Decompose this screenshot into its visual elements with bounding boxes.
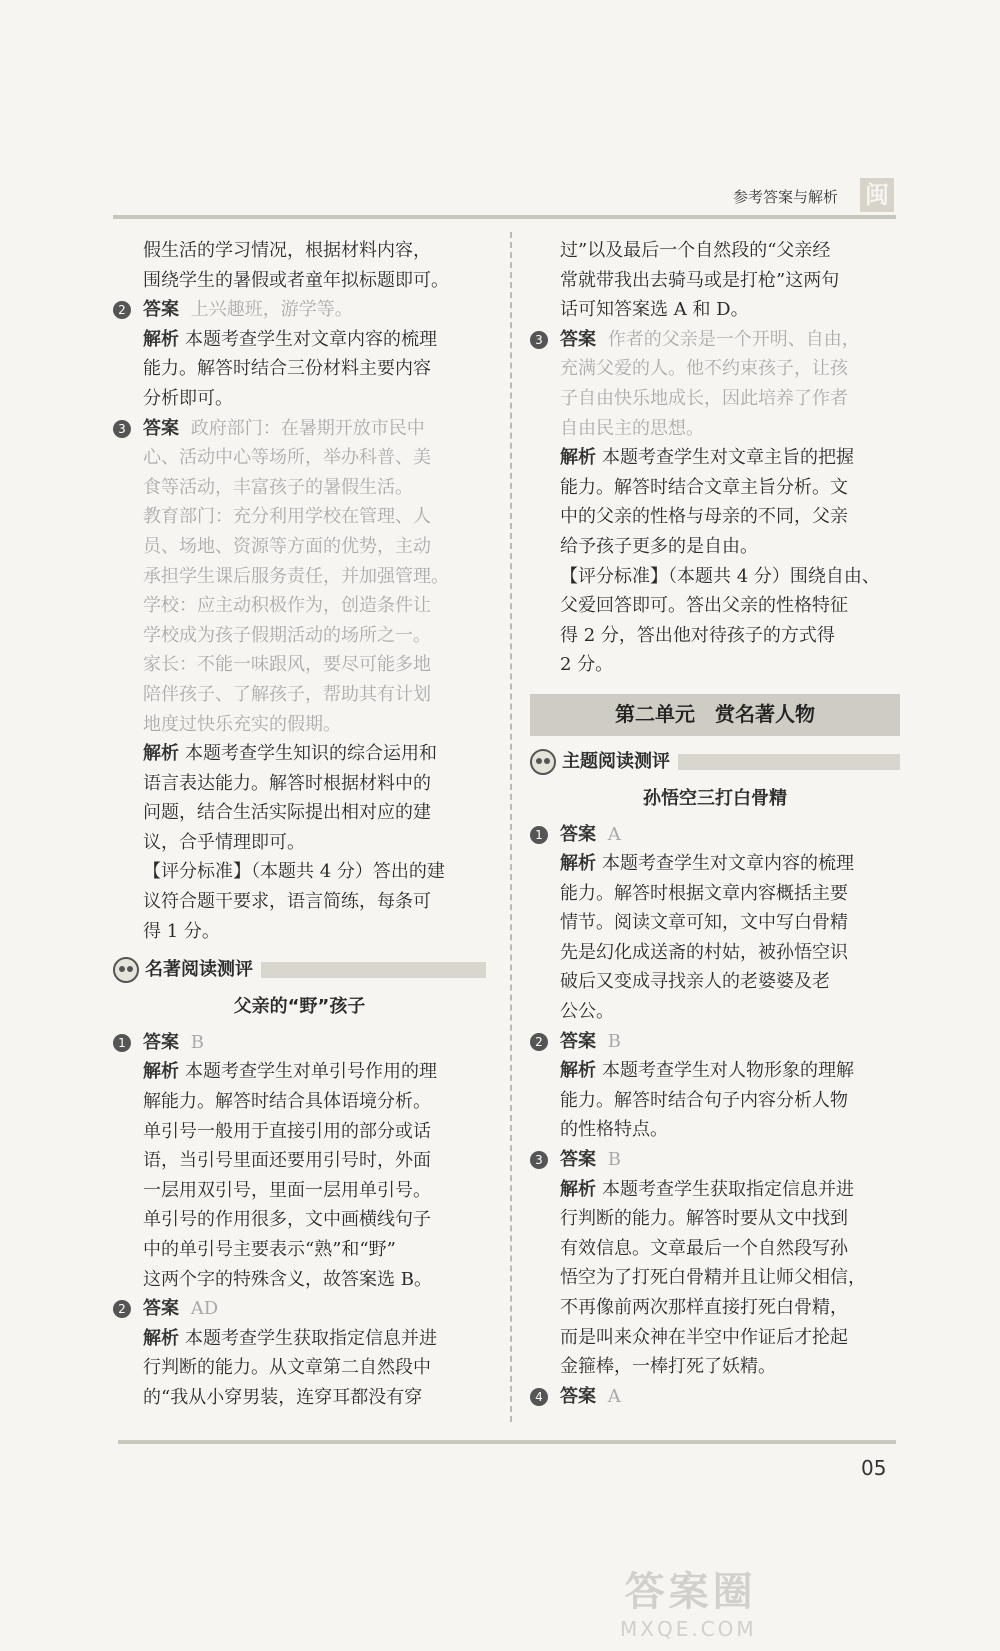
explanation-line: 解析 本题考查学生对人物形象的理解	[560, 1060, 854, 1082]
explanation-line: 议，合乎情理即可。	[143, 831, 305, 853]
explanation-line: 的“我从小穿男装，连穿耳都没有穿	[143, 1386, 423, 1408]
explanation-label: 解析	[143, 1061, 179, 1083]
score-line: 2 分。	[560, 654, 614, 676]
number-badge: 1	[530, 826, 548, 844]
answer-line: 充满父爱的人。他不约束孩子，让孩	[560, 358, 848, 380]
section-bar	[261, 962, 486, 978]
section-header	[113, 954, 486, 986]
section-title: 主题阅读测评	[562, 751, 670, 773]
intro-line: 假生活的学习情况，根据材料内容，	[143, 240, 431, 261]
answer-label: 答案	[143, 1298, 179, 1320]
explanation-line: 解能力。解答时结合具体语境分析。	[143, 1091, 431, 1113]
question-1	[113, 1028, 486, 1058]
answer-line: 食等活动，丰富孩子的暑假生活。	[143, 476, 413, 498]
question-2	[113, 1294, 486, 1324]
explanation-label: 解析	[560, 1060, 596, 1082]
score-line: 议符合题干要求，语言简练，每条可	[143, 891, 431, 913]
explanation-line: 解析 本题考查学生知识的综合运用和	[143, 743, 437, 765]
answer-label: 答案	[143, 299, 179, 321]
answer-text: B	[190, 1031, 204, 1053]
number-badge: 3	[113, 420, 131, 438]
question-4	[530, 1382, 900, 1412]
question-3	[113, 414, 486, 444]
explanation-line: 金箍棒，一棒打死了妖精。	[560, 1356, 776, 1378]
number-badge: 3	[530, 331, 548, 349]
number-badge: 3	[530, 1151, 548, 1169]
article-title: 父亲的“野”孩子	[233, 996, 366, 1018]
answer-line: 员、场地、资源等方面的优势，主动	[143, 535, 431, 557]
score-line: 得 1 分。	[143, 920, 220, 942]
explanation-line: 语言表达能力。解答时根据材料中的	[143, 772, 431, 794]
answer-text: 政府部门：在暑期开放市民中	[190, 417, 425, 439]
section-header	[530, 746, 900, 778]
explanation-line: 悟空为了打死白骨精并且让师父相信，	[560, 1267, 866, 1289]
score-line: 父爱回答即可。答出父亲的性格特征	[560, 595, 848, 617]
explanation-label: 解析	[560, 1178, 596, 1200]
answer-text: 作者的父亲是一个开明、自由，	[607, 328, 860, 350]
bottom-rule	[118, 1440, 896, 1444]
explanation-label: 解析	[143, 743, 179, 765]
explanation-line: 单引号一般用于直接引用的部分或话	[143, 1120, 431, 1142]
answer-line: 教育部门：充分利用学校在管理、人	[143, 506, 431, 528]
explanation-line: 解析 本题考查学生对文章内容的梳理	[560, 853, 854, 875]
explanation-line: 能力。解答时结合文章主旨分析。文	[560, 476, 848, 498]
explanation-line: 而是叫来众神在半空中作证后才抡起	[560, 1326, 848, 1348]
explanation-line: 语，当引号里面还要用引号时，外面	[143, 1150, 431, 1172]
explanation-line: 有效信息。文章最后一个自然段写孙	[560, 1237, 848, 1259]
article-title: 孙悟空三打白骨精	[643, 787, 787, 809]
answer-line: 家长：不能一味跟风，要尽可能多地	[143, 654, 431, 676]
top-rule	[113, 215, 896, 219]
right-column	[530, 236, 900, 1411]
number-badge: 2	[113, 301, 131, 319]
number-badge: 2	[530, 1033, 548, 1051]
question-3	[530, 1145, 900, 1175]
explanation-label: 解析	[560, 853, 596, 875]
score-line: 得 2 分，答出他对待孩子的方式得	[560, 624, 835, 646]
explanation-line: 不再像前两次那样直接打死白骨精，	[560, 1297, 848, 1318]
explanation-line: 单引号的作用很多，文中画横线句子	[143, 1209, 431, 1231]
explanation-line: 解析 本题考查学生对文章主旨的把握	[560, 447, 854, 469]
owl-icon	[530, 749, 556, 775]
answer-text: 上兴趣班，游学等。	[190, 299, 353, 321]
explanation-line: 中的父亲的性格与母亲的不同，父亲	[560, 506, 848, 528]
answer-label: 答案	[560, 1030, 596, 1052]
header-title: 参考答案与解析	[733, 188, 839, 206]
answer-line: 学校成为孩子假期活动的场所之一。	[143, 624, 431, 646]
answer-label: 答案	[143, 417, 179, 439]
answer-text: AD	[190, 1298, 219, 1320]
explanation-line: 解析 本题考查学生对文章内容的梳理	[143, 328, 437, 350]
intro-line: 围绕学生的暑假或者童年拟标题即可。	[143, 269, 449, 291]
continued-line: 常就带我出去骑马或是打枪”这两句	[560, 269, 840, 291]
explanation-label: 解析	[143, 328, 179, 350]
number-badge: 2	[113, 1300, 131, 1318]
explanation-line: 中的单引号主要表示“熟”和“野”	[143, 1239, 396, 1260]
answer-text: B	[607, 1030, 621, 1052]
answer-line: 子自由快乐地成长，因此培养了作者	[560, 387, 848, 409]
explanation-line: 行判断的能力。解答时要从文中找到	[560, 1208, 848, 1230]
question-1	[530, 820, 900, 850]
explanation-line: 问题，结合生活实际提出相对应的建	[143, 802, 431, 824]
unit-banner: 第二单元 赏名著人物	[530, 694, 900, 736]
explanation-line: 解析 本题考查学生获取指定信息并进	[560, 1178, 854, 1200]
explanation-line: 能力。解答时结合句子内容分析人物	[560, 1089, 848, 1111]
continued-line: 过”以及最后一个自然段的“父亲经	[560, 240, 831, 261]
section-bar	[678, 754, 900, 770]
explanation-line: 能力。解答时根据文章内容概括主要	[560, 882, 848, 904]
number-badge: 4	[530, 1388, 548, 1406]
answer-line: 学校：应主动积极作为，创造条件让	[143, 595, 431, 617]
explanation-line: 公公。	[560, 1001, 614, 1023]
region-badge: 闽	[860, 178, 894, 212]
explanation-line: 解析 本题考查学生对单引号作用的理	[143, 1061, 437, 1083]
column-divider	[510, 232, 512, 1422]
explanation-line: 给予孩子更多的是自由。	[560, 535, 758, 557]
explanation-line: 解析 本题考查学生获取指定信息并进	[143, 1327, 437, 1349]
score-line: 【评分标准】（本题共 4 分）答出的建	[143, 861, 445, 883]
answer-line: 陪伴孩子、了解孩子，帮助其有计划	[143, 683, 431, 705]
answer-label: 答案	[560, 1149, 596, 1171]
explanation-line: 这两个字的特殊含义，故答案选 B。	[143, 1268, 432, 1290]
left-column	[113, 236, 486, 1413]
watermark-title: 答案圈	[624, 1569, 757, 1615]
explanation-line: 能力。解答时结合三份材料主要内容	[143, 358, 431, 380]
explanation-line: 一层用双引号，里面一层用单引号。	[143, 1179, 431, 1201]
explanation-line: 行判断的能力。从文章第二自然段中	[143, 1357, 431, 1379]
watermark	[620, 1560, 757, 1641]
explanation-label: 解析	[560, 447, 596, 469]
answer-label: 答案	[560, 328, 596, 350]
explanation-line: 分析即可。	[143, 387, 233, 409]
number-badge: 1	[113, 1034, 131, 1052]
explanation-label: 解析	[143, 1327, 179, 1349]
answer-label: 答案	[560, 1385, 596, 1407]
answer-label: 答案	[143, 1031, 179, 1053]
continued-line: 话可知答案选 A 和 D。	[560, 299, 749, 321]
score-line: 【评分标准】（本题共 4 分）围绕自由、	[560, 565, 880, 587]
question-2	[530, 1027, 900, 1057]
explanation-line: 破后又变成寻找亲人的老婆婆及老	[560, 971, 830, 993]
question-3	[530, 325, 900, 355]
explanation-line: 情节。阅读文章可知，文中写白骨精	[560, 912, 848, 934]
page-number: 05	[861, 1456, 887, 1480]
owl-icon	[113, 957, 139, 983]
answer-line: 承担学生课后服务责任，并加强管理。	[143, 565, 449, 587]
watermark-url: MXQE.COM	[620, 1617, 757, 1641]
answer-label: 答案	[560, 823, 596, 845]
section-title: 名著阅读测评	[145, 959, 253, 981]
explanation-line: 的性格特点。	[560, 1119, 668, 1141]
explanation-line: 先是幻化成送斋的村姑，被孙悟空识	[560, 941, 848, 963]
answer-text: A	[607, 1385, 621, 1407]
answer-line: 地度过快乐充实的假期。	[143, 713, 341, 735]
question-2	[113, 295, 486, 325]
answer-line: 心、活动中心等场所，举办科普、美	[143, 447, 431, 469]
answer-line: 自由民主的思想。	[560, 417, 704, 439]
answer-text: A	[607, 823, 621, 845]
answer-text: B	[607, 1149, 621, 1171]
